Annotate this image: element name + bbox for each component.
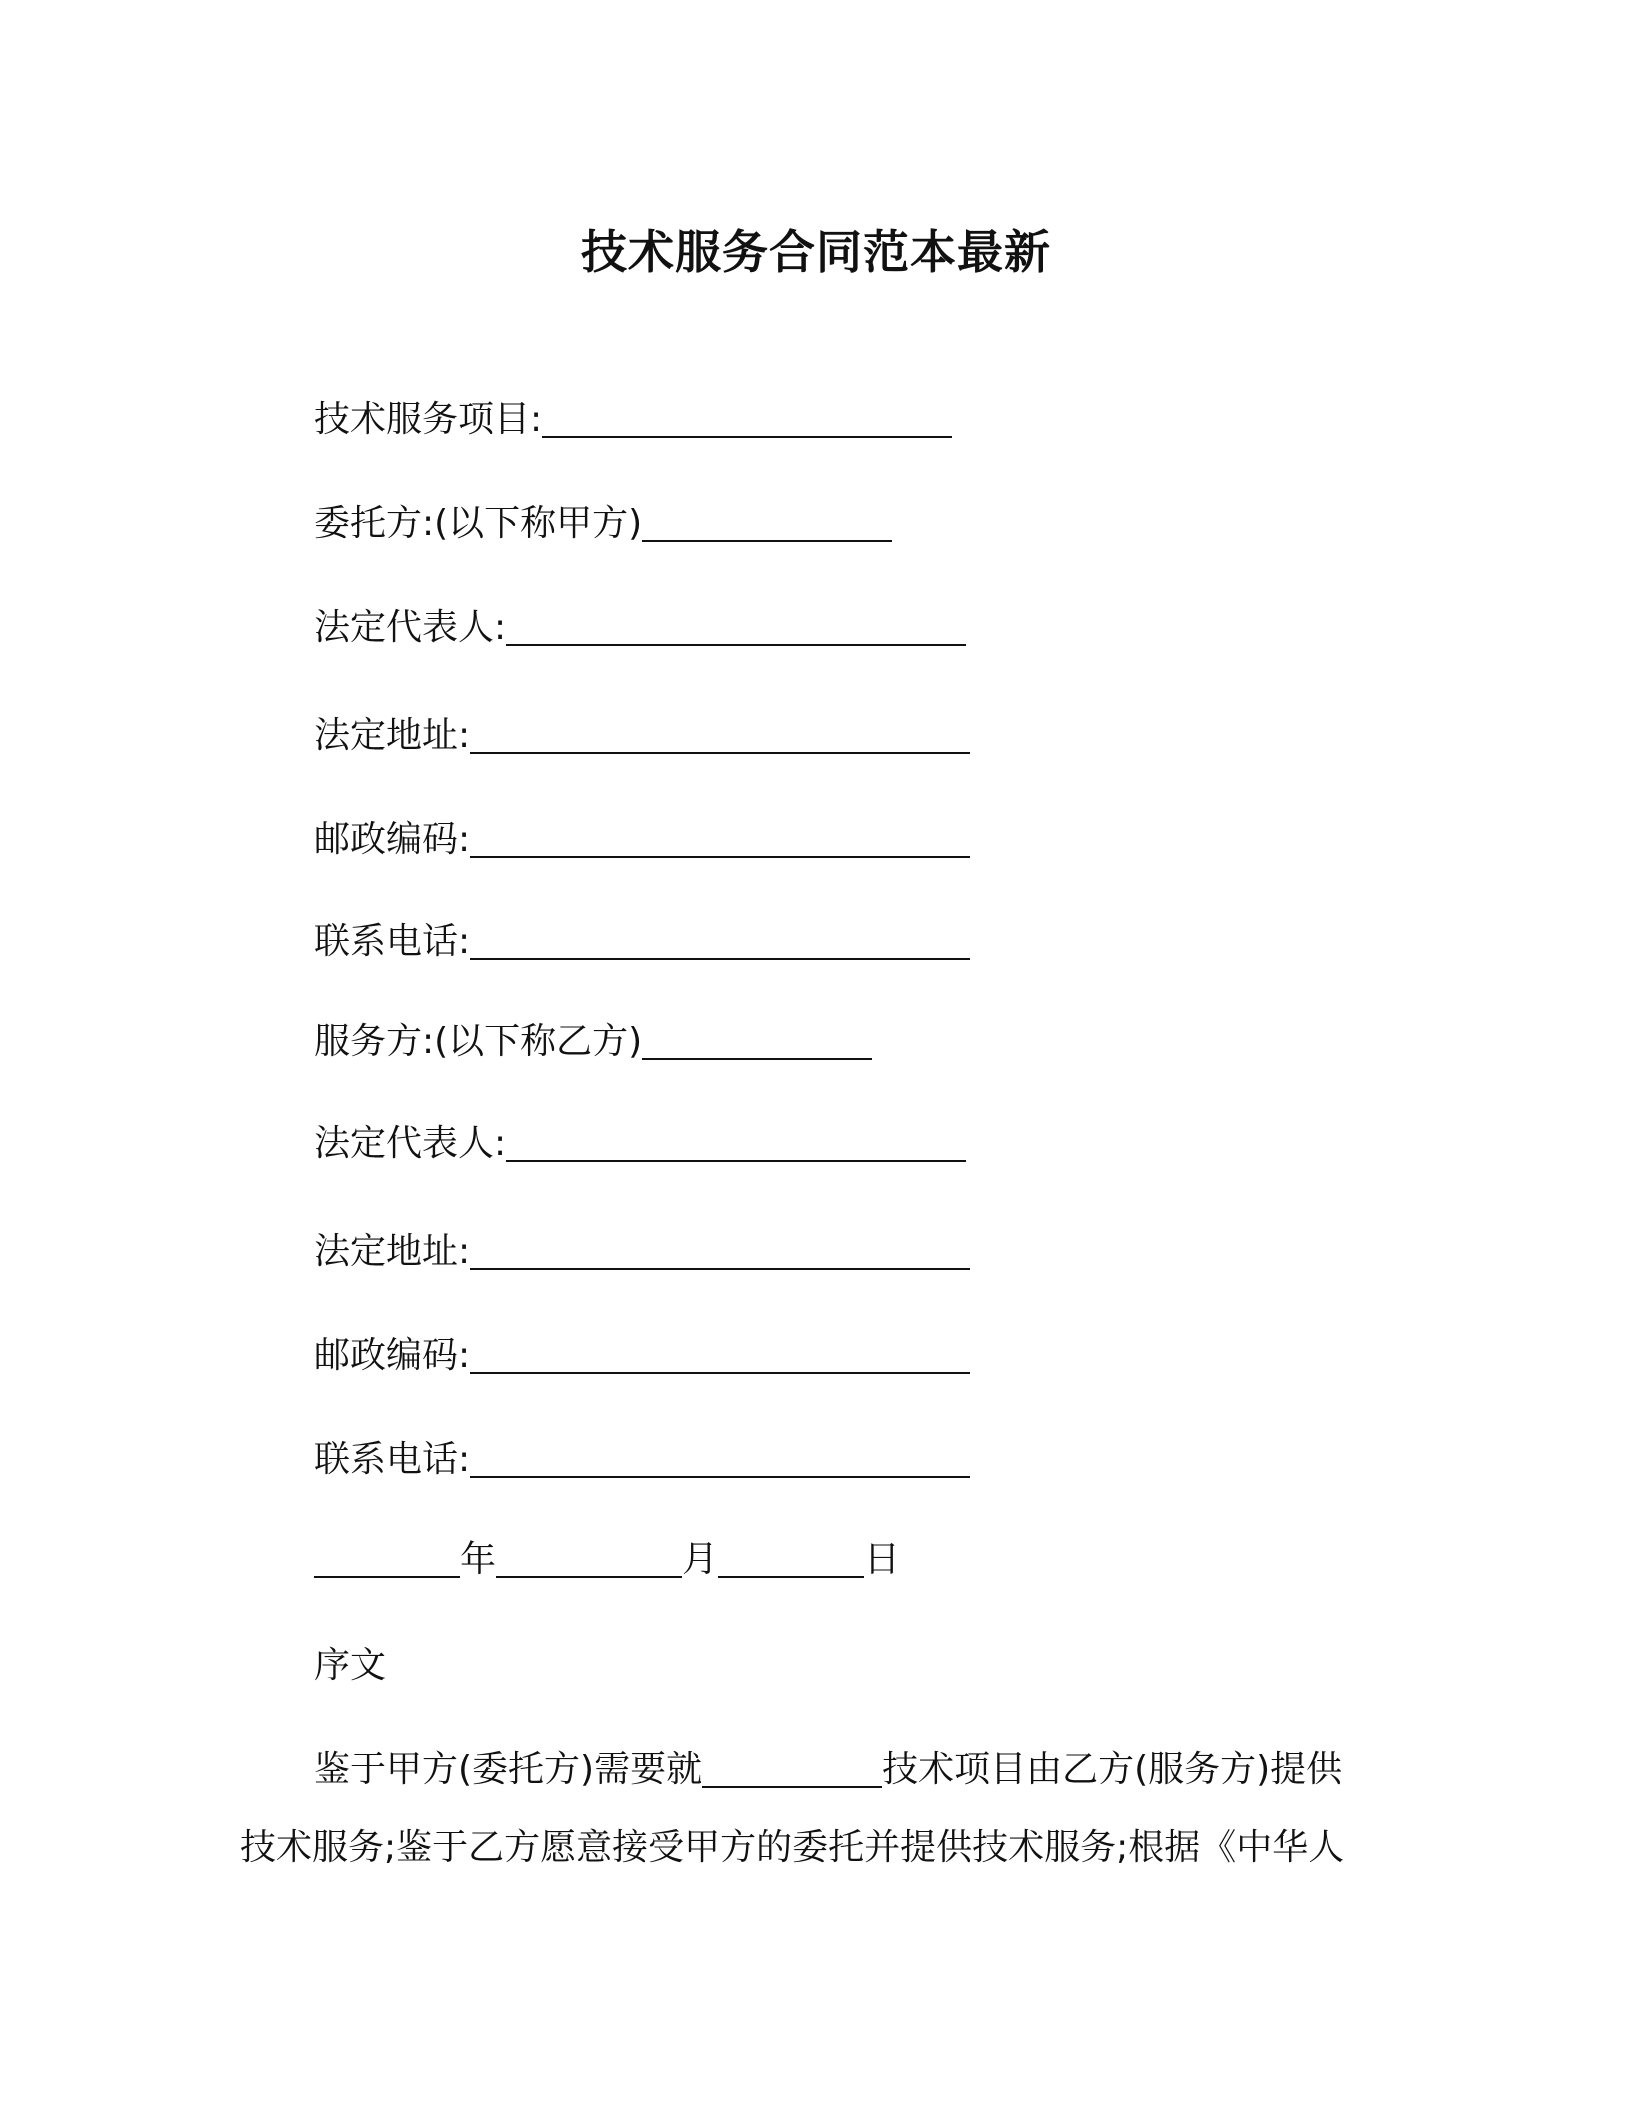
blank-underline[interactable] [642, 1024, 872, 1060]
field-label: 技术服务项目: [314, 399, 543, 440]
blank-underline[interactable] [470, 1234, 970, 1270]
field-client-legal-representative [314, 604, 966, 652]
blank-underline[interactable] [470, 1338, 970, 1374]
preface-paragraph-line-2 [240, 1824, 1344, 1872]
month-label: 月 [682, 1539, 719, 1580]
preface-paragraph-line-1 [314, 1746, 1342, 1794]
day-blank[interactable] [718, 1542, 864, 1578]
field-provider-legal-address [314, 1228, 970, 1276]
preface-text: 鉴于甲方(委托方)需要就 [314, 1749, 703, 1790]
field-label: 联系电话: [314, 1439, 471, 1480]
day-label: 日 [864, 1539, 901, 1580]
year-label: 年 [460, 1539, 497, 1580]
blank-underline[interactable] [470, 822, 970, 858]
preface-text: 技术项目由乙方(服务方)提供 [882, 1749, 1343, 1790]
year-blank[interactable] [314, 1542, 460, 1578]
blank-underline[interactable] [470, 718, 970, 754]
field-label: 委托方:(以下称甲方) [314, 503, 643, 544]
field-label: 服务方:(以下称乙方) [314, 1021, 643, 1062]
field-service-project [314, 396, 952, 444]
field-provider-legal-representative [314, 1120, 966, 1168]
preface-heading-text: 序文 [314, 1645, 387, 1686]
field-label: 法定代表人: [314, 607, 507, 648]
field-provider-postal-code [314, 1332, 970, 1380]
blank-underline[interactable] [642, 506, 892, 542]
field-provider [314, 1018, 872, 1066]
tech-project-blank[interactable] [702, 1752, 882, 1788]
date-line [314, 1536, 900, 1584]
blank-underline[interactable] [470, 924, 970, 960]
field-client-phone [314, 918, 970, 966]
blank-underline[interactable] [470, 1442, 970, 1478]
field-label: 邮政编码: [314, 1335, 471, 1376]
field-label: 邮政编码: [314, 819, 471, 860]
field-provider-phone [314, 1436, 970, 1484]
blank-underline[interactable] [506, 1126, 966, 1162]
field-label: 法定地址: [314, 1231, 471, 1272]
blank-underline[interactable] [542, 402, 952, 438]
blank-underline[interactable] [506, 610, 966, 646]
field-label: 法定地址: [314, 715, 471, 756]
field-label: 联系电话: [314, 921, 471, 962]
field-client-legal-address [314, 712, 970, 760]
document-title: 技术服务合同范本最新 [581, 225, 1051, 279]
preface-text: 技术服务;鉴于乙方愿意接受甲方的委托并提供技术服务;根据《中华人 [240, 1827, 1345, 1868]
field-client [314, 500, 892, 548]
month-blank[interactable] [496, 1542, 682, 1578]
field-label: 法定代表人: [314, 1123, 507, 1164]
field-client-postal-code [314, 816, 970, 864]
preface-heading [314, 1642, 386, 1690]
